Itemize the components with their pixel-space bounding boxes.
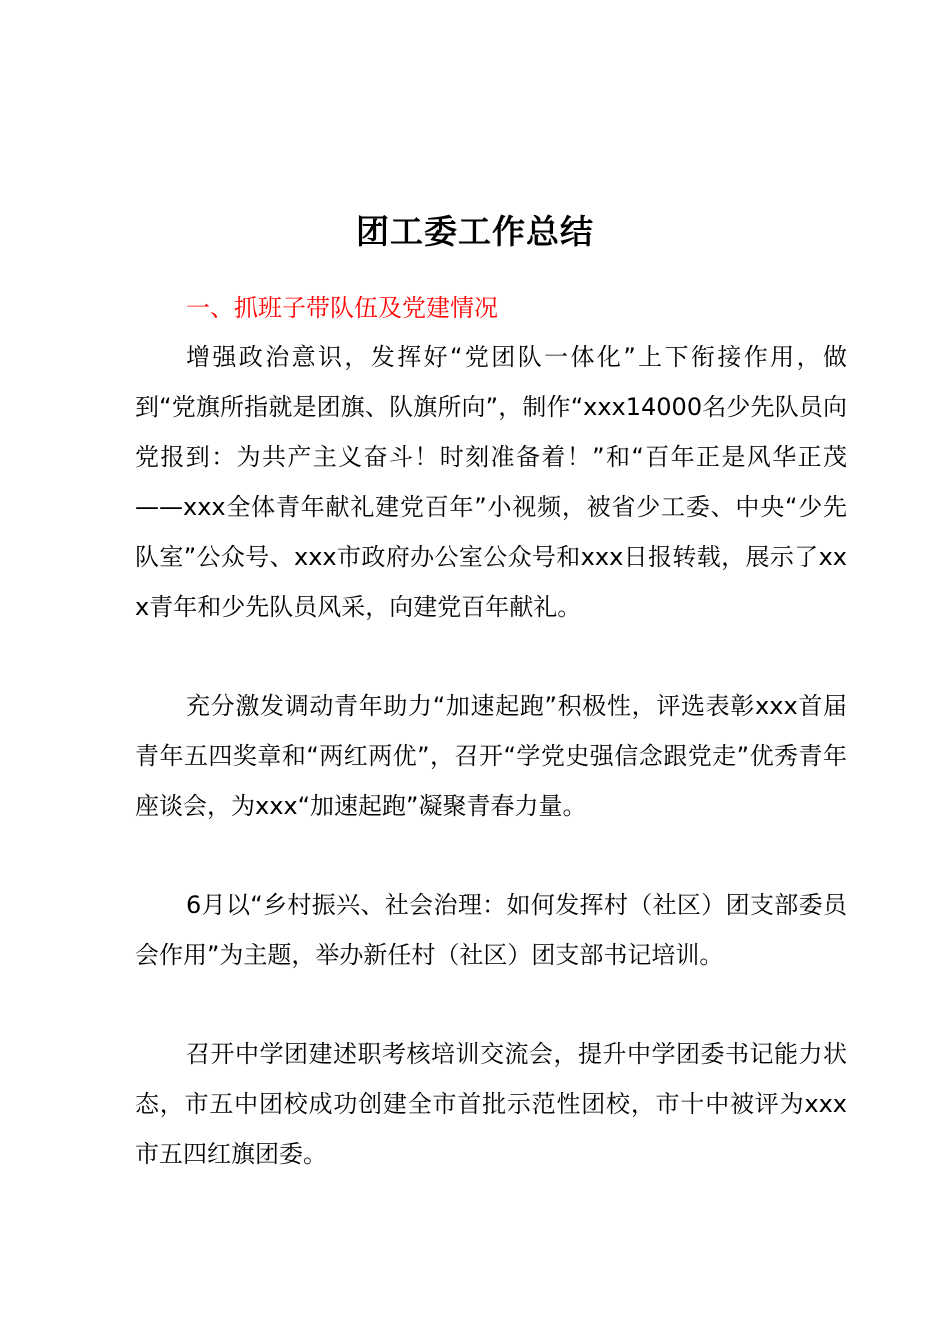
document-title: 团工委工作总结 — [356, 212, 594, 251]
paragraph-1: 增强政治意识，发挥好“党团队一体化”上下衔接作用，做到“党旗所指就是团旗、队旗所向”，制作“xxx14000名少先队员向党报到：为共产主义奋斗！时刻准备着！”和“百年正是风华正茂——xxx全体青年献礼建党百年”小视频，被省少工委、中央“少先队室”公众号、xxx市政府办公室公众号和xxx日报转载，展示了xxx青年和少先队员风采，向建党百年献礼。 — [135, 343, 847, 621]
paragraph-2: 充分激发调动青年助力“加速起跑”积极性，评选表彰xxx首届青年五四奖章和“两红两优”，召开“学党史强信念跟党走”优秀青年座谈会，为xxx“加速起跑”凝聚青春力量。 — [135, 692, 847, 820]
section-heading: 一、抓班子带队伍及党建情况 — [186, 294, 498, 322]
paragraph-4: 召开中学团建述职考核培训交流会，提升中学团委书记能力状态，市五中团校成功创建全市首批示范性团校，市十中被评为xxx市五四红旗团委。 — [135, 1040, 847, 1168]
paragraph-3: 6月以“乡村振兴、社会治理：如何发挥村（社区）团支部委员会作用”为主题，举办新任村（社区）团支部书记培训。 — [135, 891, 847, 969]
